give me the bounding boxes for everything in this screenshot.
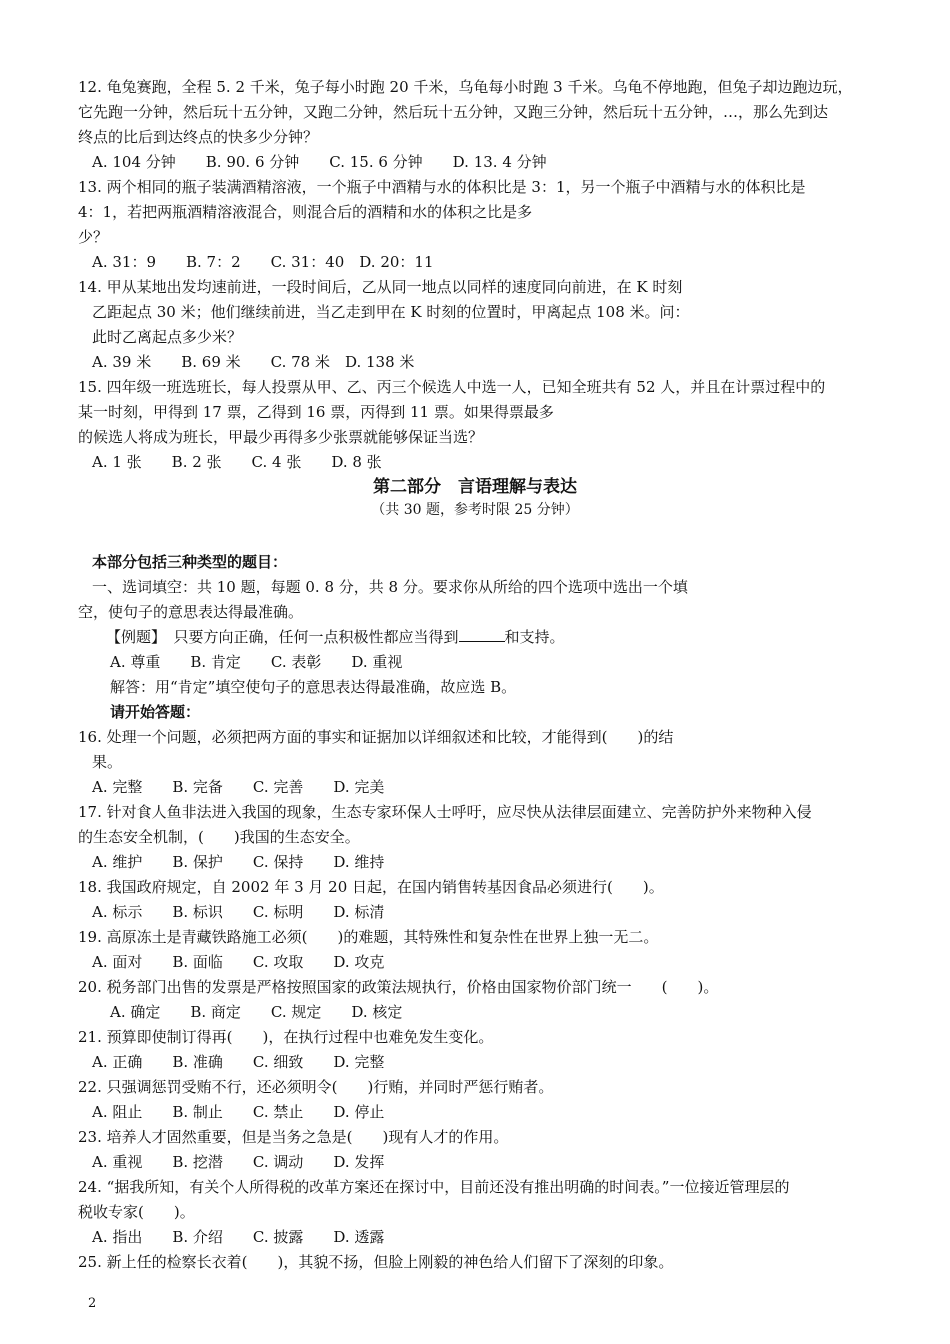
page-number: 2 xyxy=(88,1296,97,1311)
example-text-pre: 【例题】 只要方向正确，任何一点积极性都应当得到 xyxy=(106,628,459,646)
start-prompt: 请开始答题： xyxy=(110,703,201,721)
q16-line-1: 16. 处理一个问题，必须把两方面的事实和证据加以详细叙述和比较，才能得到( )的结 xyxy=(78,728,674,746)
q16-options: A. 完整 B. 完备 C. 完善 D. 完美 xyxy=(92,778,385,796)
q19-line: 19. 高原冻土是青藏铁路施工必须( )的难题，其特殊性和复杂性在世界上独一无二。 xyxy=(78,928,659,946)
q15-line-3: 的候选人将成为班长，甲最少再得多少张票就能够保证当选？ xyxy=(78,428,484,446)
q16-line-2: 果。 xyxy=(92,753,123,771)
q22-options: A. 阻止 B. 制止 C. 禁止 D. 停止 xyxy=(92,1103,385,1121)
q13-line-2: 4：1，若把两瓶酒精溶液混合，则混合后的酒精和水的体积之比是多 xyxy=(78,203,533,221)
q21-options: A. 正确 B. 准确 C. 细致 D. 完整 xyxy=(92,1053,385,1071)
q15-options: A. 1 张 B. 2 张 C. 4 张 D. 8 张 xyxy=(92,453,382,471)
example-options: A. 尊重 B. 肯定 C. 表彰 D. 重视 xyxy=(110,653,403,671)
q12-line-2: 它先跑一分钟，然后玩十五分钟，又跑二分钟，然后玩十五分钟，又跑三分钟，然后玩十五分钟，…，那么先到达 xyxy=(78,103,829,121)
q22-line: 22. 只强调惩罚受贿不行，还必须明令( )行贿，并同时严惩行贿者。 xyxy=(78,1078,554,1096)
q14-line-2: 乙距起点 30 米；他们继续前进，当乙走到甲在 K 时刻的位置时，甲离起点 108 米。问： xyxy=(92,303,690,321)
q13-line-1: 13. 两个相同的瓶子装满酒精溶液，一个瓶子中酒精与水的体积比是 3：1，另一个瓶子中酒精与水的体积比是 xyxy=(78,178,806,196)
q18-options: A. 标示 B. 标识 C. 标明 D. 标清 xyxy=(92,903,385,921)
q17-line-2: 的生态安全机制，( )我国的生态安全。 xyxy=(78,828,360,846)
q19-options: A. 面对 B. 面临 C. 攻取 D. 攻克 xyxy=(92,953,385,971)
q24-line-2: 税收专家( )。 xyxy=(78,1203,195,1221)
example-blank xyxy=(459,627,505,642)
q23-options: A. 重视 B. 挖潜 C. 调动 D. 发挥 xyxy=(92,1153,385,1171)
section-title: 第二部分 言语理解与表达 xyxy=(373,477,577,497)
q24-options: A. 指出 B. 介绍 C. 披露 D. 透露 xyxy=(92,1228,385,1246)
q17-line-1: 17. 针对食人鱼非法进入我国的现象，生态专家环保人士呼吁，应尽快从法律层面建立、完善防护外来物种入侵 xyxy=(78,803,812,821)
q14-line-1: 14. 甲从某地出发均速前进，一段时间后，乙从同一地点以同样的速度同向前进，在 K 时刻 xyxy=(78,278,683,296)
q12-line-1: 12. 龟兔赛跑，全程 5. 2 千米，兔子每小时跑 20 千米，乌龟每小时跑 3 千米。乌龟不停地跑，但兔子却边跑边玩， xyxy=(78,78,853,96)
example-text-post: 和支持。 xyxy=(504,628,565,646)
q20-line: 20. 税务部门出售的发票是严格按照国家的政策法规执行，价格由国家物价部门统一 ( )。 xyxy=(78,978,719,996)
q17-options: A. 维护 B. 保护 C. 保持 D. 维持 xyxy=(92,853,385,871)
q21-line: 21. 预算即使制订得再( )，在执行过程中也难免发生变化。 xyxy=(78,1028,494,1046)
example-question xyxy=(106,627,565,647)
q20-options: A. 确定 B. 商定 C. 规定 D. 核定 xyxy=(110,1003,403,1021)
q12-line-3: 终点的比后到达终点的快多少分钟？ xyxy=(78,128,319,146)
q24-line-1: 24. “据我所知，有关个人所得税的改革方案还在探讨中，目前还没有推出明确的时间表。”一位接近管理层的 xyxy=(78,1178,790,1196)
q15-line-1: 15. 四年级一班选班长，每人投票从甲、乙、丙三个候选人中选一人，已知全班共有 52 人，并且在计票过程中的 xyxy=(78,378,826,396)
type1-line-2: 空，使句子的意思表达得最准确。 xyxy=(78,603,304,621)
q23-line: 23. 培养人才固然重要，但是当务之急是( )现有人才的作用。 xyxy=(78,1128,509,1146)
q18-line: 18. 我国政府规定，自 2002 年 3 月 20 日起，在国内销售转基因食品必须进行( )。 xyxy=(78,878,664,896)
q25-line: 25. 新上任的检察长衣着( )，其貌不扬，但脸上刚毅的神色给人们留下了深刻的印象。 xyxy=(78,1253,674,1271)
q15-line-2: 某一时刻，甲得到 17 票，乙得到 16 票，丙得到 11 票。如果得票最多 xyxy=(78,403,554,421)
q14-line-3: 此时乙离起点多少米？ xyxy=(92,328,243,346)
section-subtitle: （共 30 题，参考时限 25 分钟） xyxy=(371,502,579,518)
q13-options: A. 31：9 B. 7：2 C. 31：40 D. 20：11 xyxy=(92,253,434,271)
q13-line-3: 少？ xyxy=(78,228,109,246)
section-intro: 本部分包括三种类型的题目： xyxy=(92,553,288,571)
type1-line-1: 一、选词填空：共 10 题，每题 0. 8 分，共 8 分。要求你从所给的四个选项中选出一个填 xyxy=(92,578,688,596)
q14-options: A. 39 米 B. 69 米 C. 78 米 D. 138 米 xyxy=(92,353,415,371)
example-answer: 解答：用“肯定”填空使句子的意思表达得最准确，故应选 B。 xyxy=(110,678,517,696)
q12-options: A. 104 分钟 B. 90. 6 分钟 C. 15. 6 分钟 D. 13. 4 分钟 xyxy=(92,153,547,171)
